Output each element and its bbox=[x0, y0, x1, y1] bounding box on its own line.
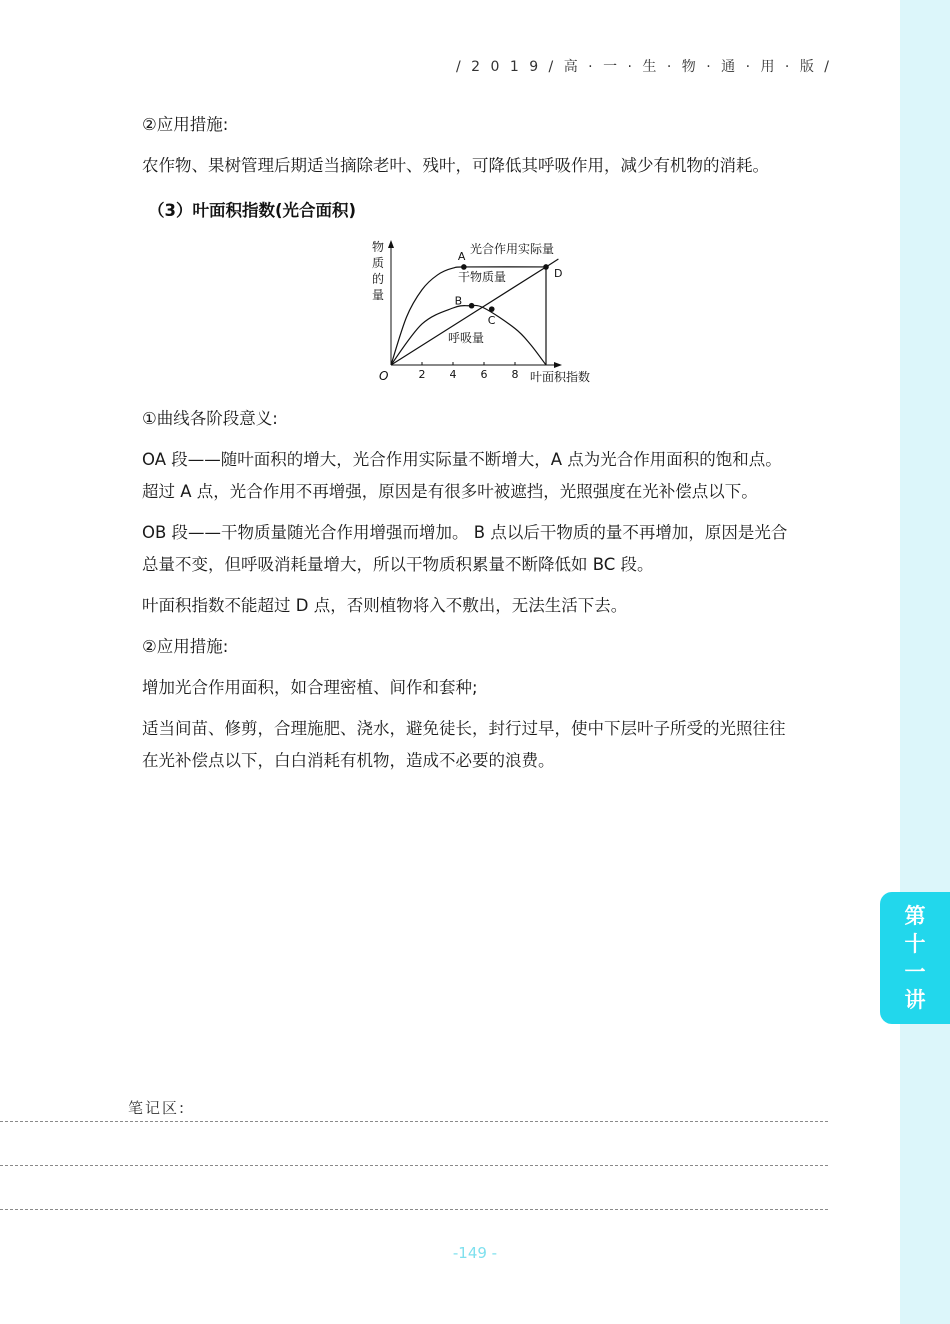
y-axis-label-char: 物 bbox=[371, 240, 385, 254]
point-d bbox=[543, 264, 549, 270]
x-axis-label: 叶面积指数 bbox=[530, 370, 591, 384]
x-tick-label: 4 bbox=[449, 368, 457, 381]
measure-title-1: ②应用措施: bbox=[142, 115, 229, 134]
notes-line[interactable] bbox=[0, 1165, 828, 1166]
y-axis-label-char: 质 bbox=[371, 256, 385, 270]
point-label-a: A bbox=[457, 249, 466, 263]
oa-line-1: OA 段——随叶面积的增大，光合作用实际量不断增大，A 点为光合作用面积的饱和点。 bbox=[142, 450, 782, 469]
notes-line[interactable] bbox=[0, 1209, 828, 1210]
point-a bbox=[461, 264, 467, 270]
measure-item-1: 增加光合作用面积，如合理密植、间作和套种; bbox=[142, 678, 478, 697]
oa-line-2: 超过 A 点，光合作用不再增强，原因是有很多叶被遮挡，光照强度在光补偿点以下。 bbox=[142, 482, 758, 501]
x-tick-label: 2 bbox=[418, 368, 426, 381]
measure-item-2-line-1: 适当间苗、修剪，合理施肥、浇水，避免徒长，封行过早，使中下层叶子所受的光照往往 bbox=[142, 719, 786, 738]
origin-label: O bbox=[379, 369, 389, 383]
point-label-b: B bbox=[454, 294, 463, 308]
notes-label: 笔记区: bbox=[128, 1099, 187, 1117]
series-header: / 2 0 1 9 / 高 · 一 · 生 · 物 · 通 · 用 · 版 / bbox=[455, 59, 832, 75]
y-axis-arrow bbox=[388, 240, 394, 248]
respiration-label: 呼吸量 bbox=[448, 331, 485, 345]
chart-axes bbox=[388, 240, 562, 368]
chapter-tab[interactable] bbox=[880, 892, 950, 1024]
page-number: -149 - bbox=[452, 1244, 498, 1262]
ob-line-2: 总量不变，但呼吸消耗量增大，所以干物质积累量不断降低如 BC 段。 bbox=[142, 555, 654, 574]
dry-matter-label: 干物质量 bbox=[458, 270, 507, 284]
d-point-text: 叶面积指数不能超过 D 点，否则植物将入不敷出，无法生活下去。 bbox=[142, 596, 628, 615]
point-b bbox=[469, 303, 475, 309]
notes-line[interactable] bbox=[0, 1121, 828, 1122]
photosynthesis-label: 光合作用实际量 bbox=[470, 242, 555, 256]
ob-line-1: OB 段——干物质量随光合作用增强而增加。 B 点以后干物质的量不再增加，原因是光合 bbox=[142, 523, 788, 542]
point-label-c: C bbox=[487, 314, 496, 328]
chapter-char: 讲 bbox=[904, 988, 926, 1012]
chapter-char: 一 bbox=[904, 960, 926, 984]
chapter-char: 第 bbox=[904, 904, 926, 928]
x-tick-label: 6 bbox=[480, 368, 488, 381]
measure-item-2-line-2: 在光补偿点以下，白白消耗有机物，造成不必要的浪费。 bbox=[142, 751, 555, 770]
leaf-area-chart bbox=[360, 234, 610, 390]
x-axis-arrow bbox=[554, 362, 562, 368]
point-label-d: D bbox=[554, 266, 563, 280]
y-axis-label-char: 量 bbox=[371, 288, 385, 302]
y-axis-label-char: 的 bbox=[371, 272, 385, 286]
point-c bbox=[489, 306, 495, 312]
measure-text-1: 农作物、果树管理后期适当摘除老叶、残叶，可降低其呼吸作用，减少有机物的消耗。 bbox=[142, 156, 769, 175]
measure-title-2: ②应用措施: bbox=[142, 637, 229, 656]
side-strip bbox=[900, 0, 950, 1324]
chapter-char: 十 bbox=[904, 932, 926, 956]
section-3-title: （3）叶面积指数(光合面积) bbox=[148, 201, 357, 220]
meaning-title: ①曲线各阶段意义: bbox=[142, 409, 278, 428]
chart-labels bbox=[372, 239, 590, 384]
x-tick-label: 8 bbox=[511, 368, 519, 381]
